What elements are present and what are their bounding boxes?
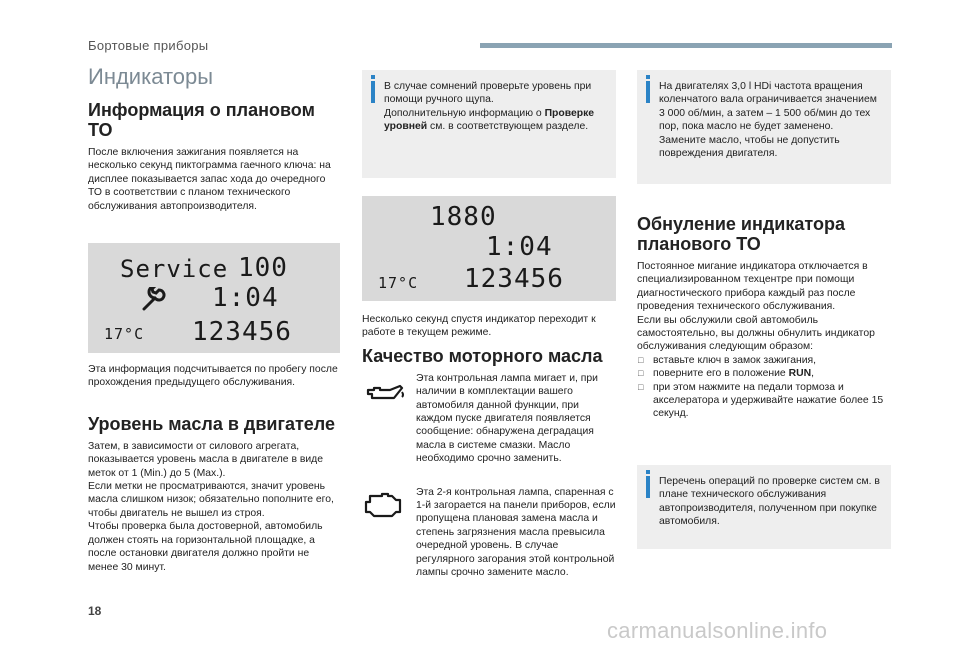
lcd-temperature: 17°C <box>104 325 145 344</box>
caption-normal-display: Несколько секунд спустя индикатор переходит к работе в текущем режиме. <box>362 314 596 339</box>
lcd-range-value: 1880 <box>430 202 497 232</box>
column-left <box>88 100 340 574</box>
engine-warning-icon <box>362 490 406 520</box>
lcd-odometer: 123456 <box>464 264 564 294</box>
lamp-oil-quality-text: Эта контрольная лампа мигает и, при наличии в комплектации вашего автомобиля данной функции, при каждом пуске двигателя появляется сообщение: обнаружена деградация масла в системе смазки. Масло необходимо срочно заменить. <box>416 372 598 465</box>
checkbox-icon: □ <box>638 368 644 379</box>
column-middle <box>362 70 616 580</box>
note-levels-text <box>384 107 606 134</box>
section-service-info-text: После включения зажигания появляется на несколько секунд пиктограмма гаечного ключа: на дисплее показывается запас хода до очередного ТО в соответствии с планом технического обслуживания автопроизводителя. <box>88 147 331 212</box>
chapter-title: Бортовые приборы <box>88 38 209 53</box>
info-note-maintenance <box>637 465 891 549</box>
page-title: Индикаторы <box>88 64 214 89</box>
lcd-display-service <box>88 243 340 353</box>
lcd-service-label: Service <box>120 255 229 284</box>
note-hdi-text: На двигателях 3,0 l HDi частота вращения коленчатого вала ограничивается значением 3 000 об/мин, а затем – 1 500 об/мин до тех пор, пока масло не будет заменено. Замените масло, чтобы не допустить повреждения двигателя. <box>659 81 877 160</box>
section-reset-title: Обнуление индикатора планового ТО <box>637 214 845 254</box>
header-rule <box>480 43 892 48</box>
lamp-engine-row <box>362 486 616 580</box>
note-levels-link: Проверке уровней <box>384 107 595 133</box>
section-reset-text: Постоянное мигание индикатора отключается в специализированном техцентре при помощи диагностического прибора каждый раз после проведения технического обслуживания. Если вы обслужили свой автомобиль самостоятельно, вы должны обнулить индикатор обслуживания следующим образом: <box>637 261 875 353</box>
column-right <box>637 70 891 549</box>
info-note-dipstick <box>362 70 616 178</box>
info-note-hdi <box>637 70 891 184</box>
wrench-icon <box>140 287 166 313</box>
note-levels-post: см. в соответствующем разделе. <box>427 121 589 133</box>
reset-step <box>637 354 891 367</box>
section-oil-quality-title: Качество моторного масла <box>362 345 603 366</box>
reset-step <box>637 367 891 380</box>
section-service-info-title: Информация о плановом ТО <box>88 100 315 140</box>
info-icon <box>646 81 650 103</box>
lamp-oil-quality-row <box>362 372 616 466</box>
section-oil-level-title: Уровень масла в двигателе <box>88 413 335 434</box>
lamp-engine-text: Эта 2-я контрольная лампа, спаренная с 1-й загорается на панели приборов, если пропущена плановая замена масла и степень загрязнения масла превысила очередной уровень. В случае регулярного загорания этой контрольной лампы срочно замените масло. <box>416 486 616 579</box>
section-oil-level-text: Затем, в зависимости от силового агрегата, показывается уровень масла в двигателе в виде меток от 1 (Min.) до 5 (Max.). Если метки не просматриваются, значит уровень масла слишком низок; обязательно пополните его, чтобы двигатель не вышел из строя. Чтобы проверка была достоверной, автомобиль должен стоять на горизонтальной площадке, а после остановки двигателя должно пройти не менее 30 минут. <box>88 440 334 573</box>
oil-can-icon <box>362 380 406 410</box>
note-levels-pre: Дополнительную информацию о <box>384 107 545 119</box>
info-icon <box>371 81 375 103</box>
watermark: carmanualsonline.info <box>607 618 828 643</box>
reset-step-text: при этом нажмите на педали тормоза и акселератора и удерживайте нажатие более 15 секунд. <box>653 381 884 420</box>
reset-steps-list <box>637 354 891 421</box>
info-icon <box>646 476 650 498</box>
reset-step-text: вставьте ключ в замок зажигания, <box>653 354 817 366</box>
lcd-clock: 1:04 <box>486 232 553 262</box>
reset-step-key: RUN <box>788 368 812 380</box>
lcd-temperature: 17°C <box>378 274 419 292</box>
reset-step-text: поверните его в положение <box>653 368 789 380</box>
page-number: 18 <box>88 604 102 618</box>
caption-service-display: Эта информация подсчитывается по пробегу после прохождения предыдущего обслуживания. <box>88 364 338 389</box>
lcd-display-normal <box>362 196 616 301</box>
reset-step-post: , <box>811 368 814 380</box>
reset-step <box>637 381 891 421</box>
note-dipstick-text: В случае сомнений проверьте уровень при помощи ручного щупа. <box>384 81 592 106</box>
lcd-clock: 1:04 <box>212 283 279 314</box>
lcd-odometer: 123456 <box>192 317 292 348</box>
lcd-service-value: 100 <box>238 253 288 284</box>
note-maintenance-text: Перечень операций по проверке систем см. в плане технического обслуживания автопроизводителя, полученном при покупке автомобиля. <box>659 475 880 528</box>
checkbox-icon: □ <box>638 354 644 365</box>
checkbox-icon: □ <box>638 381 644 392</box>
